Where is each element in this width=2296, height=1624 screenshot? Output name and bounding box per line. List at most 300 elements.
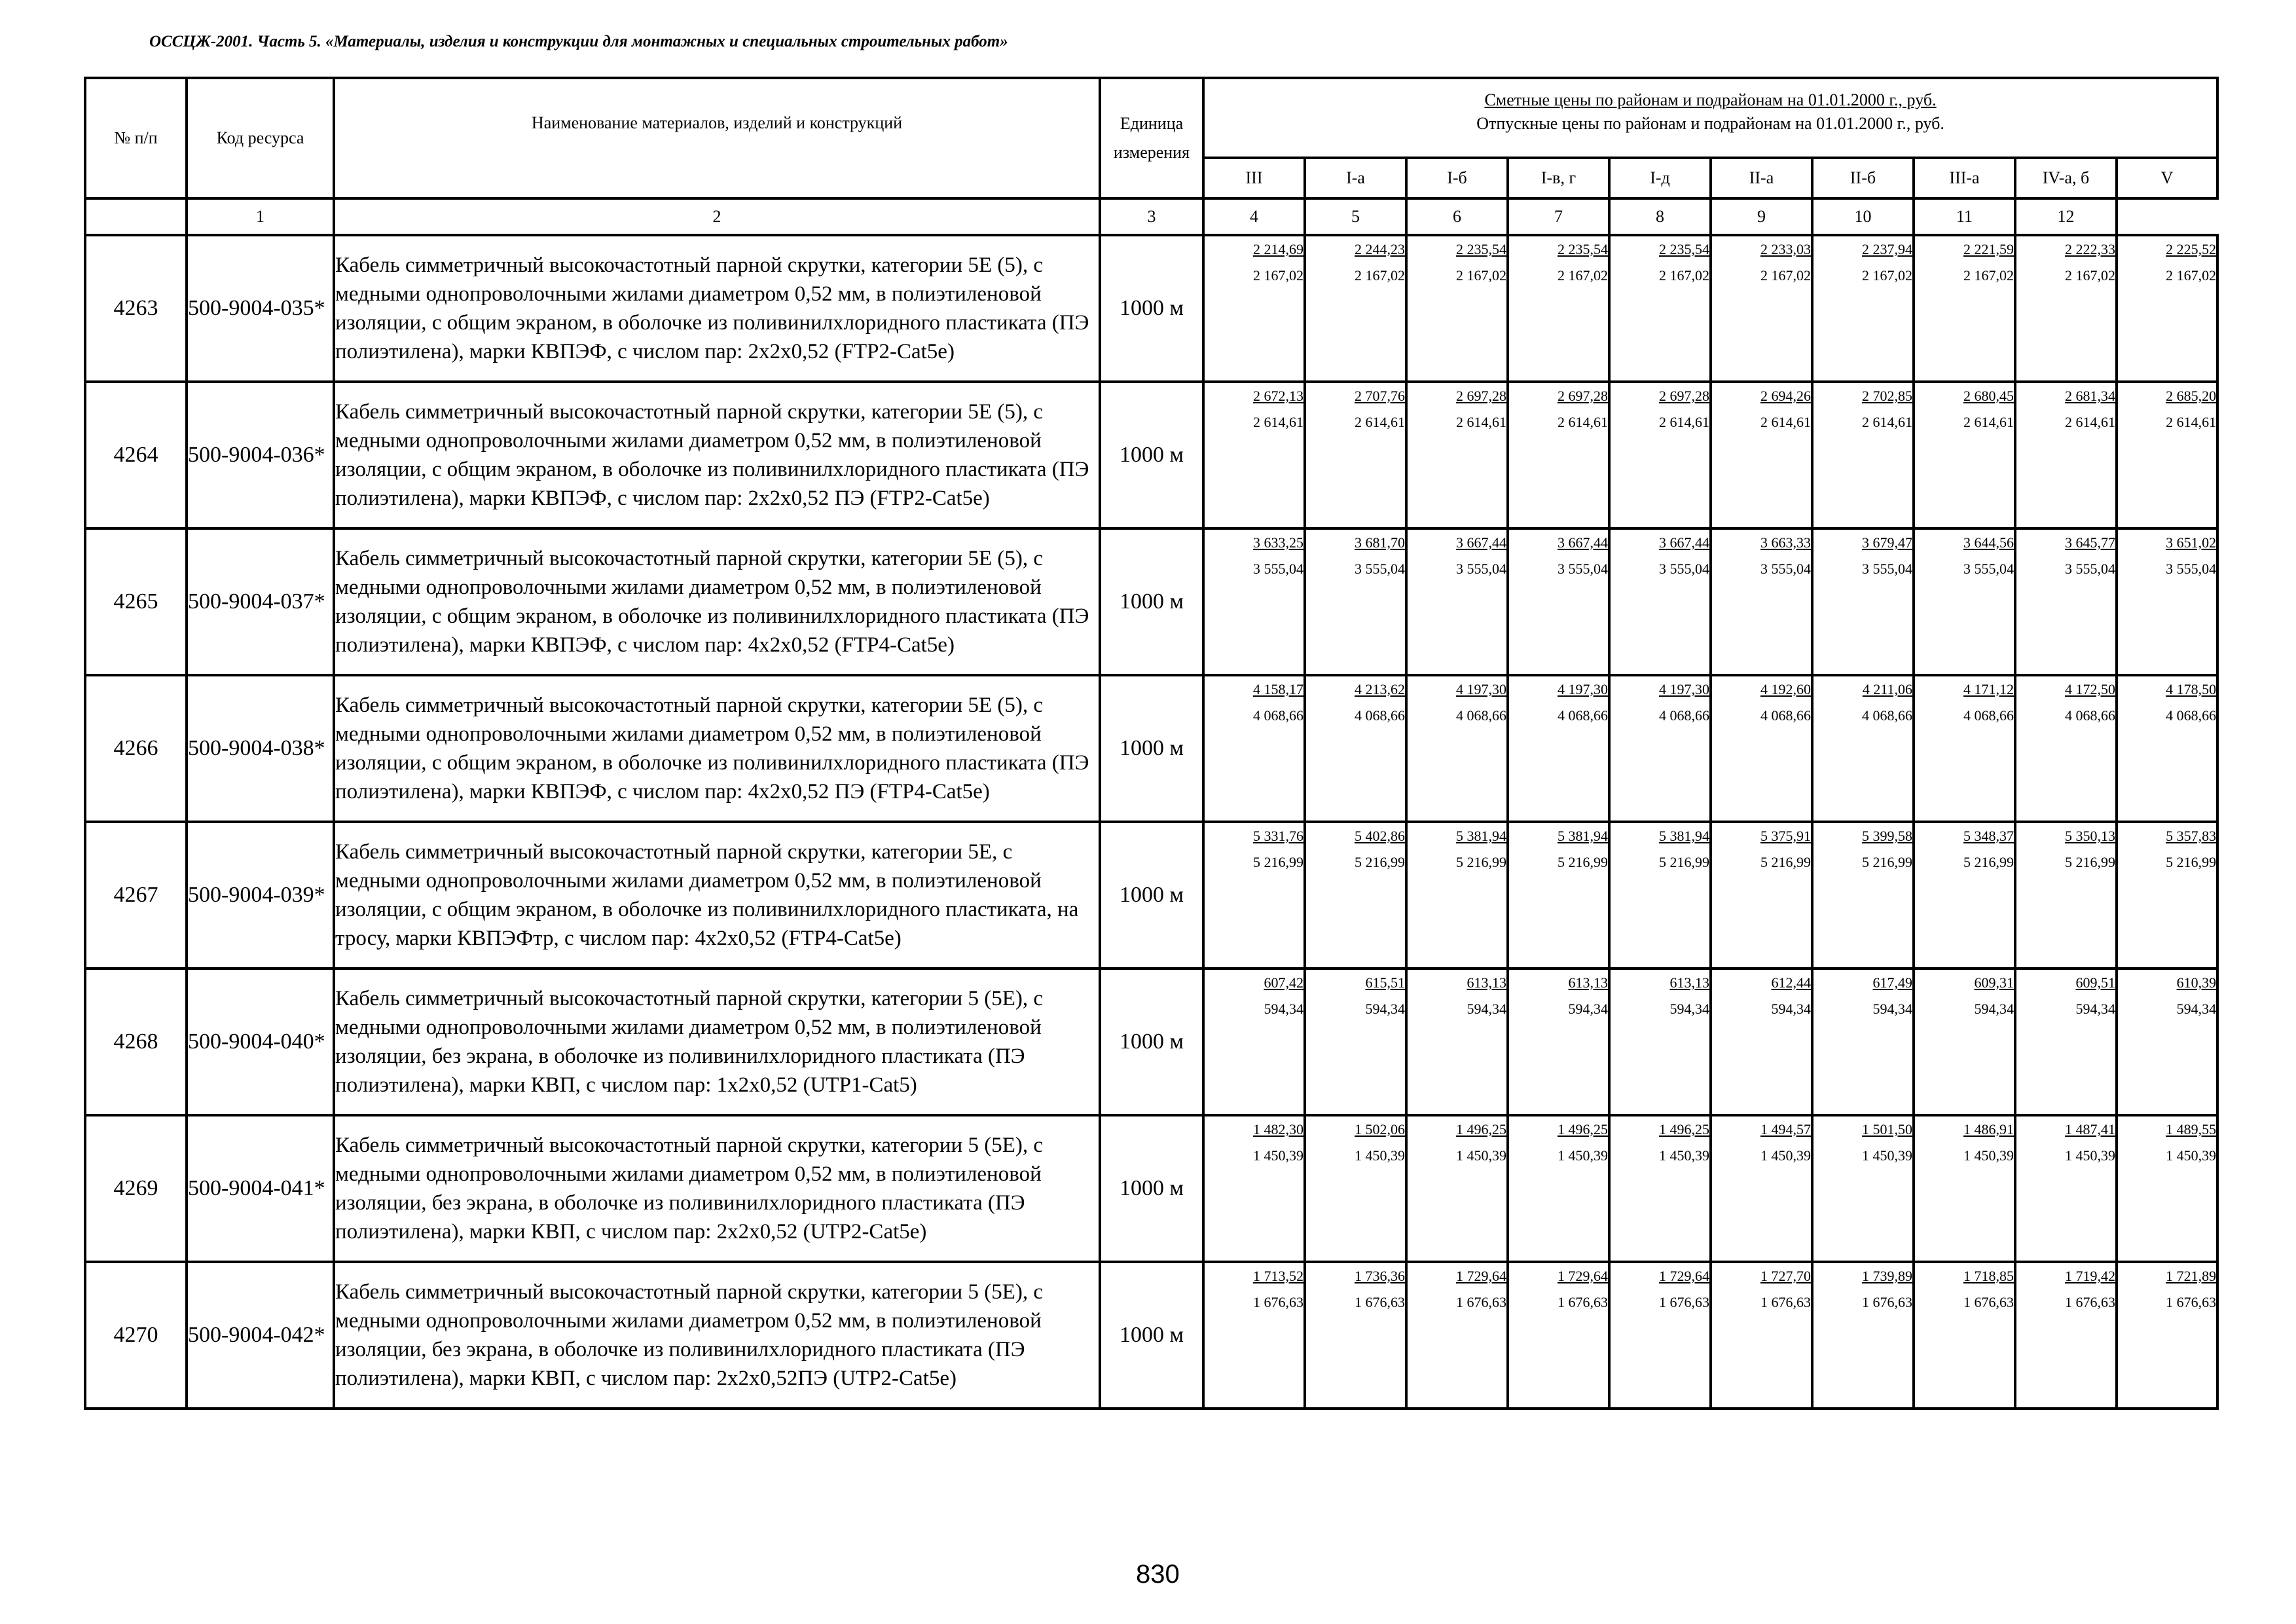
column-number: 8 [1609, 198, 1711, 235]
price-cell [1305, 1115, 1406, 1262]
price-cell [1914, 1262, 2015, 1409]
release-price: 1 676,63 [1253, 1294, 1303, 1310]
release-price: 594,34 [1264, 1001, 1303, 1017]
release-price: 2 614,61 [1862, 414, 1912, 430]
estimate-price: 1 727,70 [1760, 1268, 1811, 1284]
region-header: I-а [1305, 158, 1406, 198]
release-price: 2 614,61 [2166, 414, 2217, 430]
resource-code: 500-9004-038* [187, 675, 334, 822]
price-cell [2117, 822, 2217, 969]
release-price: 2 167,02 [2065, 267, 2115, 284]
release-price: 1 450,39 [1760, 1147, 1811, 1164]
release-price: 2 614,61 [1253, 414, 1303, 430]
release-price: 3 555,04 [1659, 561, 1709, 577]
estimate-price: 2 237,94 [1862, 241, 1912, 257]
price-cell [2015, 382, 2117, 528]
estimate-price: 4 197,30 [1456, 681, 1506, 697]
price-cell [1203, 675, 1305, 822]
release-price: 2 167,02 [1659, 267, 1709, 284]
price-cell [1508, 675, 1609, 822]
release-price: 1 676,63 [1963, 1294, 2014, 1310]
estimate-price: 2 221,59 [1963, 241, 2014, 257]
estimate-price: 4 213,62 [1355, 681, 1405, 697]
price-cell [1914, 822, 2015, 969]
estimate-price: 4 197,30 [1659, 681, 1709, 697]
table-row [85, 675, 2217, 822]
material-name: Кабель симметричный высокочастотный парной скрутки, категории 5 (5Е), с медными однопроволочными жилами диаметром 0,52 мм, в полиэтиленовой изоляции, без экрана, в оболочке из поливинилхлоридного пластиката (ПЭ полиэтилена), марки КВП, с числом пар: 2х2х0,52ПЭ (UTP2-Cat5e) [334, 1262, 1100, 1409]
release-price: 3 555,04 [2065, 561, 2115, 577]
col-header-unit: Единица измерения [1100, 78, 1203, 198]
release-price: 3 555,04 [1963, 561, 2014, 577]
estimate-price: 5 381,94 [1659, 828, 1709, 844]
price-cell [1406, 235, 1508, 382]
release-price: 2 167,02 [1558, 267, 1608, 284]
estimate-price: 4 172,50 [2065, 681, 2115, 697]
measure-unit: 1000 м [1100, 1262, 1203, 1409]
price-cell [1203, 822, 1305, 969]
page-number: 830 [1136, 1560, 1180, 1589]
price-cell [1711, 1115, 1812, 1262]
estimate-price: 2 702,85 [1862, 388, 1912, 404]
material-name: Кабель симметричный высокочастотный парной скрутки, категории 5Е (5), с медными однопроволочными жилами диаметром 0,52 мм, в полиэтиленовой изоляции, с общим экраном, в оболочке из поливинилхлоридного пластиката (ПЭ полиэтилена), марки КВПЭФ, с числом пар: 2х2х0,52 (FTP2-Cat5e) [334, 235, 1100, 382]
price-cell [1203, 1115, 1305, 1262]
estimate-price: 2 235,54 [1659, 241, 1709, 257]
price-cell [1305, 382, 1406, 528]
estimate-price: 2 235,54 [1456, 241, 1506, 257]
price-cell [1812, 1115, 1914, 1262]
row-number: 4269 [85, 1115, 187, 1262]
estimate-price: 613,13 [1669, 974, 1709, 991]
table-row [85, 235, 2217, 382]
resource-code: 500-9004-039* [187, 822, 334, 969]
estimate-price: 3 651,02 [2166, 534, 2217, 551]
resource-code: 500-9004-036* [187, 382, 334, 528]
estimate-price: 2 680,45 [1963, 388, 2014, 404]
release-price: 1 450,39 [1862, 1147, 1912, 1164]
release-price: 594,34 [1669, 1001, 1709, 1017]
release-price: 594,34 [2176, 1001, 2217, 1017]
row-number: 4268 [85, 969, 187, 1115]
row-number: 4264 [85, 382, 187, 528]
price-cell [2117, 1262, 2217, 1409]
row-number: 4263 [85, 235, 187, 382]
release-price: 2 167,02 [1862, 267, 1912, 284]
price-cell [2117, 528, 2217, 675]
price-cell [1812, 675, 1914, 822]
price-cell [1812, 235, 1914, 382]
price-cell [1711, 822, 1812, 969]
column-number-blank [85, 198, 187, 235]
price-cell [1508, 1115, 1609, 1262]
price-cell [1609, 235, 1711, 382]
release-price: 2 614,61 [2065, 414, 2115, 430]
estimate-price: 615,51 [1365, 974, 1405, 991]
col-header-code: Код ресурса [187, 78, 334, 198]
release-price: 2 167,02 [1760, 267, 1811, 284]
material-name: Кабель симметричный высокочастотный парной скрутки, категории 5 (5Е), с медными однопроволочными жилами диаметром 0,52 мм, в полиэтиленовой изоляции, без экрана, в оболочке из поливинилхлоридного пластиката (ПЭ полиэтилена), марки КВП, с числом пар: 1х2х0,52 (UTP1-Cat5) [334, 969, 1100, 1115]
region-header: I-в, г [1508, 158, 1609, 198]
estimate-price: 1 729,64 [1558, 1268, 1608, 1284]
release-price: 1 450,39 [1253, 1147, 1303, 1164]
estimate-price: 5 375,91 [1760, 828, 1811, 844]
measure-unit: 1000 м [1100, 528, 1203, 675]
estimate-price: 1 482,30 [1253, 1121, 1303, 1137]
price-cell [1914, 1115, 2015, 1262]
price-cell [1203, 969, 1305, 1115]
measure-unit: 1000 м [1100, 382, 1203, 528]
estimate-price: 4 171,12 [1963, 681, 2014, 697]
estimate-price: 2 694,26 [1760, 388, 1811, 404]
release-price: 5 216,99 [1760, 854, 1811, 870]
estimate-price: 5 348,37 [1963, 828, 2014, 844]
release-price: 1 676,63 [2166, 1294, 2217, 1310]
release-price: 1 676,63 [1456, 1294, 1506, 1310]
price-cell [1508, 235, 1609, 382]
material-name: Кабель симметричный высокочастотный парной скрутки, категории 5Е (5), с медными однопроволочными жилами диаметром 0,52 мм, в полиэтиленовой изоляции, с общим экраном, в оболочке из поливинилхлоридного пластиката (ПЭ полиэтилена), марки КВПЭФ, с числом пар: 2х2х0,52 ПЭ (FTP2-Cat5e) [334, 382, 1100, 528]
price-cell [1508, 382, 1609, 528]
release-price: 2 167,02 [1456, 267, 1506, 284]
release-price: 1 676,63 [1355, 1294, 1405, 1310]
estimate-price: 2 681,34 [2065, 388, 2115, 404]
estimate-price: 1 486,91 [1963, 1121, 2014, 1137]
release-price: 594,34 [2075, 1001, 2115, 1017]
release-price: 2 614,61 [1456, 414, 1506, 430]
resource-code: 500-9004-042* [187, 1262, 334, 1409]
estimate-price: 1 496,25 [1456, 1121, 1506, 1137]
estimate-price: 3 667,44 [1659, 534, 1709, 551]
price-cell [1609, 382, 1711, 528]
release-price: 4 068,66 [1355, 707, 1405, 724]
price-cell [1406, 1262, 1508, 1409]
release-price: 4 068,66 [1659, 707, 1709, 724]
price-cell [1609, 675, 1711, 822]
price-table [84, 77, 2219, 1410]
estimate-price: 3 644,56 [1963, 534, 2014, 551]
price-cell [2015, 1115, 2117, 1262]
release-price: 3 555,04 [1456, 561, 1506, 577]
release-price: 2 167,02 [1355, 267, 1405, 284]
price-cell [1914, 382, 2015, 528]
estimate-price: 1 729,64 [1659, 1268, 1709, 1284]
price-cell [1406, 969, 1508, 1115]
price-cell [2015, 675, 2117, 822]
estimate-price: 5 357,83 [2166, 828, 2217, 844]
region-header: I-б [1406, 158, 1508, 198]
estimate-price: 5 402,86 [1355, 828, 1405, 844]
measure-unit: 1000 м [1100, 675, 1203, 822]
estimate-price: 4 192,60 [1760, 681, 1811, 697]
release-price: 1 676,63 [1659, 1294, 1709, 1310]
estimate-price: 613,13 [1568, 974, 1608, 991]
row-number: 4270 [85, 1262, 187, 1409]
column-number: 12 [2015, 198, 2117, 235]
col-header-name: Наименование материалов, изделий и конструкций [334, 78, 1100, 198]
estimate-price: 5 381,94 [1558, 828, 1608, 844]
row-number: 4265 [85, 528, 187, 675]
column-number: 7 [1508, 198, 1609, 235]
col-header-no: № п/п [85, 78, 187, 198]
measure-unit: 1000 м [1100, 235, 1203, 382]
release-price: 1 450,39 [2166, 1147, 2217, 1164]
estimate-price: 613,13 [1467, 974, 1506, 991]
column-number: 1 [187, 198, 334, 235]
release-price: 4 068,66 [2065, 707, 2115, 724]
estimate-price: 2 235,54 [1558, 241, 1608, 257]
estimate-price: 1 739,89 [1862, 1268, 1912, 1284]
release-price: 594,34 [1365, 1001, 1405, 1017]
release-price: 5 216,99 [1253, 854, 1303, 870]
estimate-price: 1 502,06 [1355, 1121, 1405, 1137]
column-number: 10 [1812, 198, 1914, 235]
release-price: 594,34 [1974, 1001, 2014, 1017]
price-cell [1914, 675, 2015, 822]
price-cell [1914, 235, 2015, 382]
price-cell [1812, 969, 1914, 1115]
estimate-price: 5 350,13 [2065, 828, 2115, 844]
release-price: 1 450,39 [1963, 1147, 2014, 1164]
region-header: III-а [1914, 158, 2015, 198]
price-cell [1305, 1262, 1406, 1409]
price-cell [1406, 382, 1508, 528]
estimate-price: 2 707,76 [1355, 388, 1405, 404]
estimate-price: 1 501,50 [1862, 1121, 1912, 1137]
estimate-price: 2 244,23 [1355, 241, 1405, 257]
table-row [85, 969, 2217, 1115]
release-price: 4 068,66 [1760, 707, 1811, 724]
estimate-price: 617,49 [1872, 974, 1912, 991]
region-header: III [1203, 158, 1305, 198]
measure-unit: 1000 м [1100, 969, 1203, 1115]
release-price: 1 450,39 [1659, 1147, 1709, 1164]
release-price: 2 614,61 [1659, 414, 1709, 430]
estimate-price: 3 633,25 [1253, 534, 1303, 551]
estimate-price: 1 496,25 [1558, 1121, 1608, 1137]
estimate-price: 1 496,25 [1659, 1121, 1709, 1137]
estimate-price: 1 736,36 [1355, 1268, 1405, 1284]
price-cell [1812, 1262, 1914, 1409]
estimate-price: 2 697,28 [1659, 388, 1709, 404]
estimate-price: 2 697,28 [1456, 388, 1506, 404]
column-number-row [85, 198, 2217, 235]
estimate-price: 4 211,06 [1862, 681, 1912, 697]
release-price: 1 676,63 [1558, 1294, 1608, 1310]
estimate-price: 1 494,57 [1760, 1121, 1811, 1137]
column-number: 11 [1914, 198, 2015, 235]
price-cell [1508, 822, 1609, 969]
price-cell [1711, 675, 1812, 822]
price-cell [1203, 382, 1305, 528]
estimate-price: 609,51 [2075, 974, 2115, 991]
resource-code: 500-9004-040* [187, 969, 334, 1115]
column-number: 5 [1305, 198, 1406, 235]
column-number: 2 [334, 198, 1100, 235]
material-name: Кабель симметричный высокочастотный парной скрутки, категории 5Е (5), с медными однопроволочными жилами диаметром 0,52 мм, в полиэтиленовой изоляции, с общим экраном, в оболочке из поливинилхлоридного пластиката (ПЭ полиэтилена), марки КВПЭФ, с числом пар: 4х2х0,52 ПЭ (FTP4-Cat5e) [334, 675, 1100, 822]
table-row [85, 528, 2217, 675]
release-price: 5 216,99 [1355, 854, 1405, 870]
release-price: 4 068,66 [1862, 707, 1912, 724]
estimate-price: 3 667,44 [1558, 534, 1608, 551]
release-price: 5 216,99 [1456, 854, 1506, 870]
price-cell [1914, 969, 2015, 1115]
estimate-price: 1 718,85 [1963, 1268, 2014, 1284]
release-price: 3 555,04 [1760, 561, 1811, 577]
release-price: 5 216,99 [1659, 854, 1709, 870]
column-number: 4 [1203, 198, 1305, 235]
release-price: 3 555,04 [1253, 561, 1303, 577]
price-cell [1203, 528, 1305, 675]
release-price: 1 676,63 [2065, 1294, 2115, 1310]
table-row [85, 1262, 2217, 1409]
release-price: 594,34 [1467, 1001, 1506, 1017]
release-price: 4 068,66 [2166, 707, 2217, 724]
estimate-price: 609,31 [1974, 974, 2014, 991]
price-cell [1406, 675, 1508, 822]
row-number: 4266 [85, 675, 187, 822]
price-cell [1812, 528, 1914, 675]
estimate-price: 607,42 [1264, 974, 1303, 991]
release-price: 1 676,63 [1862, 1294, 1912, 1310]
estimate-price: 3 663,33 [1760, 534, 1811, 551]
release-price: 2 614,61 [1558, 414, 1608, 430]
release-price: 2 167,02 [1963, 267, 2014, 284]
price-cell [1203, 235, 1305, 382]
release-price: 594,34 [1568, 1001, 1608, 1017]
column-number: 9 [1711, 198, 1812, 235]
price-cell [1609, 1115, 1711, 1262]
release-price: 5 216,99 [2166, 854, 2217, 870]
price-cell [2117, 1115, 2217, 1262]
price-cell [1508, 969, 1609, 1115]
release-price: 1 450,39 [1355, 1147, 1405, 1164]
release-price: 1 450,39 [1558, 1147, 1608, 1164]
measure-unit: 1000 м [1100, 1115, 1203, 1262]
table-row [85, 1115, 2217, 1262]
material-name: Кабель симметричный высокочастотный парной скрутки, категории 5Е (5), с медными однопроволочными жилами диаметром 0,52 мм, в полиэтиленовой изоляции, с общим экраном, в оболочке из поливинилхлоридного пластиката (ПЭ полиэтилена), марки КВПЭФ, с числом пар: 4х2х0,52 (FTP4-Cat5e) [334, 528, 1100, 675]
estimate-price: 5 381,94 [1456, 828, 1506, 844]
price-cell [1406, 1115, 1508, 1262]
release-price: 4 068,66 [1963, 707, 2014, 724]
estimate-price: 3 679,47 [1862, 534, 1912, 551]
resource-code: 500-9004-041* [187, 1115, 334, 1262]
estimate-price: 1 729,64 [1456, 1268, 1506, 1284]
price-cell [1609, 969, 1711, 1115]
region-header: I-д [1609, 158, 1711, 198]
estimate-price: 2 222,33 [2065, 241, 2115, 257]
price-cell [1508, 1262, 1609, 1409]
release-price: 5 216,99 [1558, 854, 1608, 870]
price-cell [1609, 1262, 1711, 1409]
release-price: 3 555,04 [2166, 561, 2217, 577]
price-cell [2117, 382, 2217, 528]
measure-unit: 1000 м [1100, 822, 1203, 969]
price-cell [2015, 528, 2117, 675]
release-price: 2 614,61 [1760, 414, 1811, 430]
estimate-price: 3 645,77 [2065, 534, 2115, 551]
release-price: 1 450,39 [2065, 1147, 2115, 1164]
release-price: 594,34 [1771, 1001, 1811, 1017]
estimate-price: 1 713,52 [1253, 1268, 1303, 1284]
estimate-price: 2 685,20 [2166, 388, 2217, 404]
release-price: 5 216,99 [1862, 854, 1912, 870]
estimate-price: 4 158,17 [1253, 681, 1303, 697]
document-header: ОССЦЖ-2001. Часть 5. «Материалы, изделия и конструкции для монтажных и специальных строительных работ» [149, 33, 1008, 50]
price-cell [1305, 822, 1406, 969]
estimate-price: 3 667,44 [1456, 534, 1506, 551]
estimate-price: 1 721,89 [2166, 1268, 2217, 1284]
release-price: 3 555,04 [1862, 561, 1912, 577]
price-cell [1711, 528, 1812, 675]
price-cell [1812, 822, 1914, 969]
price-cell [1711, 382, 1812, 528]
price-cell [2015, 969, 2117, 1115]
region-header: II-б [1812, 158, 1914, 198]
price-cell [1305, 969, 1406, 1115]
price-cell [2117, 675, 2217, 822]
col-header-prices: Сметные цены по районам и подрайонам на 01.01.2000 г., руб. Отпускные цены по районам и подрайонам на 01.01.2000 г., руб. [1203, 78, 2217, 158]
estimate-price: 612,44 [1771, 974, 1811, 991]
release-price: 2 614,61 [1355, 414, 1405, 430]
release-price: 2 167,02 [2166, 267, 2217, 284]
estimate-price: 2 233,03 [1760, 241, 1811, 257]
estimate-price: 2 697,28 [1558, 388, 1608, 404]
estimate-price: 610,39 [2176, 974, 2217, 991]
resource-code: 500-9004-037* [187, 528, 334, 675]
price-cell [1914, 528, 2015, 675]
price-cell [1305, 675, 1406, 822]
price-cell [1508, 528, 1609, 675]
material-name: Кабель симметричный высокочастотный парной скрутки, категории 5Е, с медными однопроволочными жилами диаметром 0,52 мм, в полиэтиленовой изоляции, с общим экраном, в оболочке из поливинилхлоридного пластиката, на тросу, марки КВПЭФтр, с числом пар: 4х2х0,52 (FTP4-Cat5e) [334, 822, 1100, 969]
price-cell [1305, 235, 1406, 382]
price-cell [1406, 528, 1508, 675]
estimate-price: 5 331,76 [1253, 828, 1303, 844]
estimate-price: 4 197,30 [1558, 681, 1608, 697]
release-price: 5 216,99 [2065, 854, 2115, 870]
release-price: 1 450,39 [1456, 1147, 1506, 1164]
price-cell [2117, 235, 2217, 382]
table-row [85, 822, 2217, 969]
price-cell [2015, 235, 2117, 382]
estimate-price: 4 178,50 [2166, 681, 2217, 697]
estimate-price: 2 214,69 [1253, 241, 1303, 257]
estimate-price: 2 672,13 [1253, 388, 1303, 404]
price-cell [1609, 822, 1711, 969]
price-cell [2015, 1262, 2117, 1409]
estimate-price: 3 681,70 [1355, 534, 1405, 551]
price-cell [1406, 822, 1508, 969]
estimate-price: 1 719,42 [2065, 1268, 2115, 1284]
column-number: 6 [1406, 198, 1508, 235]
release-price: 4 068,66 [1253, 707, 1303, 724]
price-cell [2015, 822, 2117, 969]
price-cell [1812, 382, 1914, 528]
release-price: 4 068,66 [1558, 707, 1608, 724]
material-name: Кабель симметричный высокочастотный парной скрутки, категории 5 (5Е), с медными однопроволочными жилами диаметром 0,52 мм, в полиэтиленовой изоляции, без экрана, в оболочке из поливинилхлоридного пластиката (ПЭ полиэтилена), марки КВП, с числом пар: 2х2х0,52 (UTP2-Cat5e) [334, 1115, 1100, 1262]
estimate-price: 1 487,41 [2065, 1121, 2115, 1137]
region-header: V [2117, 158, 2217, 198]
release-price: 594,34 [1872, 1001, 1912, 1017]
region-header: II-а [1711, 158, 1812, 198]
release-price: 4 068,66 [1456, 707, 1506, 724]
release-price: 1 676,63 [1760, 1294, 1811, 1310]
estimate-price: 1 489,55 [2166, 1121, 2217, 1137]
release-price: 2 167,02 [1253, 267, 1303, 284]
price-cell [1711, 235, 1812, 382]
table-row [85, 382, 2217, 528]
row-number: 4267 [85, 822, 187, 969]
estimate-price: 5 399,58 [1862, 828, 1912, 844]
price-cell [1711, 1262, 1812, 1409]
release-price: 3 555,04 [1355, 561, 1405, 577]
